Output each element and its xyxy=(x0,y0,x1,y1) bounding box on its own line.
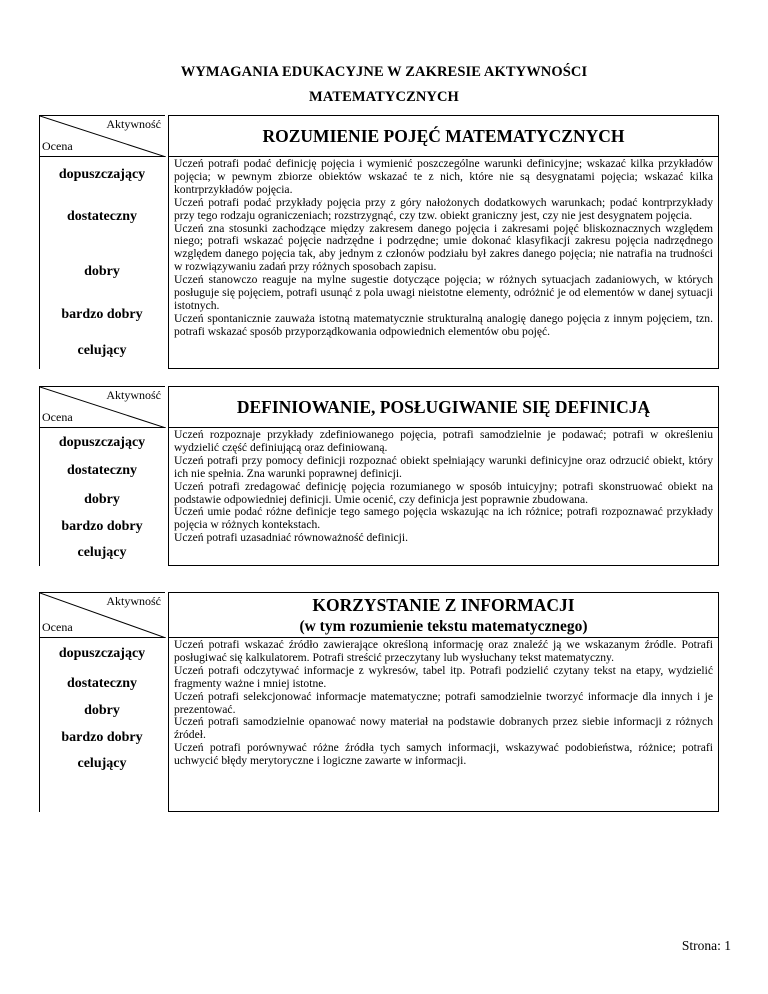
ocena-label: Ocena xyxy=(42,410,73,424)
requirement-text: Uczeń potrafi odczytywać informacje z wykresów, tabel itp. Potrafi podzielić czytany tekst na etapy, wydzielić fragmenty ważne i mniej istotne. xyxy=(174,663,713,690)
requirement-text: Uczeń potrafi zredagować definicję pojęcia rozumianego w sposób intuicyjny; potrafi skonstruować obiekt na podstawie odpowiedniej definicji. Umie ocenić, czy definicja jest poprawnie zbudowana. xyxy=(174,479,713,506)
description-column xyxy=(168,637,719,812)
grade-label: dobry xyxy=(84,492,120,507)
section-rozumienie-pojec xyxy=(39,115,719,369)
grade-column xyxy=(39,156,165,369)
section-korzystanie-z-informacji xyxy=(39,592,719,812)
section-title: DEFINIOWANIE, POSŁUGIWANIE SIĘ DEFINICJĄ xyxy=(236,396,651,417)
grade-label: dostateczny xyxy=(67,463,137,478)
grade-label: celujący xyxy=(77,343,127,358)
grade-label: bardzo dobry xyxy=(61,519,143,534)
grade-label: celujący xyxy=(77,545,127,560)
grade-label: dostateczny xyxy=(67,209,137,224)
requirement-text: Uczeń potrafi wskazać źródło zawierające określoną informację oraz znaleźć ją we wskazanym źródle. Potrafi posługiwać się kalkulatorem. Potrafi streścić przeczytany lub wysłuchany tekst matematyczny. xyxy=(174,638,713,664)
requirement-text: Uczeń potrafi selekcjonować informacje matematyczne; potrafi samodzielnie tworzyć informacje dla innych i je prezentować. xyxy=(174,689,713,716)
description-column xyxy=(168,156,719,369)
requirement-text: Uczeń spontanicznie zauważa istotną matematycznie strukturalną analogię danego pojęcia z innym pojęciem, tzn. potrafi wskazać sposób przyporządkowania odpowiednich elementów obu pojęć. xyxy=(174,311,713,338)
grade-label: bardzo dobry xyxy=(61,307,143,322)
document-title: WYMAGANIA EDUKACYJNE W ZAKRESIE AKTYWNOŚCI xyxy=(180,64,588,80)
grade-label: dobry xyxy=(84,703,120,718)
document-title-continued: MATEMATYCZNYCH xyxy=(309,89,459,105)
aktywnosc-label: Aktywność xyxy=(106,388,161,402)
requirement-text: Uczeń zna stosunki zachodzące między zakresem danego pojęcia i zakresami pojęć bliskoznacznych względem niego; potrafi wskazać pojęcie nadrzędne i podrzędne; umie dokonać klasyfikacji zakresu pojęcia nadrzędnego względem danego pojęcia tak, aby jednym z członów podziału był zakres danego pojęcia; nie natrafia na trudności w rozwiązywaniu zadań przy różnych sposobach zapisu. xyxy=(174,221,713,274)
header-corner-cell xyxy=(39,115,165,156)
grade-label: dopuszczający xyxy=(58,435,146,450)
grade-label: dostateczny xyxy=(67,676,137,691)
requirement-text: Uczeń potrafi przy pomocy definicji rozpoznać obiekt spełniający warunki definicyjne oraz odrzucić obiekt, który ich nie spełnia. Zna warunki poprawnej definicji. xyxy=(174,453,713,480)
header-corner-cell xyxy=(39,386,165,427)
grade-label: dopuszczający xyxy=(58,167,146,182)
aktywnosc-label: Aktywność xyxy=(106,117,161,131)
grade-column xyxy=(39,637,165,812)
grade-label: dobry xyxy=(84,264,120,279)
requirement-text: Uczeń potrafi uzasadniać równoważność definicji. xyxy=(174,531,409,545)
requirement-text: Uczeń umie podać różne definicje tego samego pojęcia wskazując na ich różnice; potrafi rozpoznawać przykłady pojęcia w różnych kontekstach. xyxy=(174,505,713,532)
ocena-label: Ocena xyxy=(42,620,73,634)
header-corner-cell xyxy=(39,592,165,637)
section-header xyxy=(168,386,719,427)
ocena-label: Ocena xyxy=(42,139,73,153)
grade-label: celujący xyxy=(77,756,127,771)
grade-label: dopuszczający xyxy=(58,646,146,661)
requirement-text: Uczeń potrafi podać definicję pojęcia i wymienić poszczególne warunki definicyjne; wskazać kilka przykładów pojęcia; w pewnym zbiorze obiektów wskazać te z nich, które nie są desygnatami pojęcia; wskazać kilka kontrprzykładów pojęcia. xyxy=(174,157,713,196)
section-title: KORZYSTANIE Z INFORMACJI xyxy=(312,594,575,615)
aktywnosc-label: Aktywność xyxy=(106,594,161,608)
page-number: Strona: 1 xyxy=(681,938,731,953)
description-column xyxy=(168,427,719,566)
requirement-text: Uczeń rozpoznaje przykłady zdefiniowanego pojęcia, potrafi samodzielnie je podawać; potrafi w określeniu wydzielić część definiującą oraz definiowaną. xyxy=(174,428,713,454)
requirement-text: Uczeń potrafi porównywać różne źródła tych samych informacji, wskazywać podobieństwa, różnice; potrafi uchwycić błędy merytoryczne i logiczne zawarte w informacji. xyxy=(174,741,713,768)
section-header xyxy=(168,592,719,637)
section-header xyxy=(168,115,719,156)
section-definiowanie xyxy=(39,386,719,566)
section-title: ROZUMIENIE POJĘĆ MATEMATYCZNYCH xyxy=(262,125,625,146)
section-subtitle: (w tym rozumienie tekstu matematycznego) xyxy=(299,617,588,635)
grade-column xyxy=(39,427,165,566)
requirement-text: Uczeń potrafi samodzielnie opanować nowy materiał na podstawie dobranych przez siebie informacji z różnych źródeł. xyxy=(174,715,713,742)
grade-label: bardzo dobry xyxy=(61,730,143,745)
requirement-text: Uczeń stanowczo reaguje na mylne sugestie dotyczące pojęcia; w różnych sytuacjach zadaniowych, w których posługuje się pojęciem, potrafi usunąć z pola uwagi nieistotne elementy, odróżnić je od elementów w danej sytuacji istotnych. xyxy=(174,273,713,312)
requirement-text: Uczeń potrafi podać przykłady pojęcia przy z góry nałożonych dodatkowych warunkach; podać kontrprzykłady przy tego rodzaju ograniczeniach; rozstrzygnąć, czy tzw. obiekt graniczny jest, czy nie jest desygnatem pojęcia. xyxy=(174,195,713,222)
